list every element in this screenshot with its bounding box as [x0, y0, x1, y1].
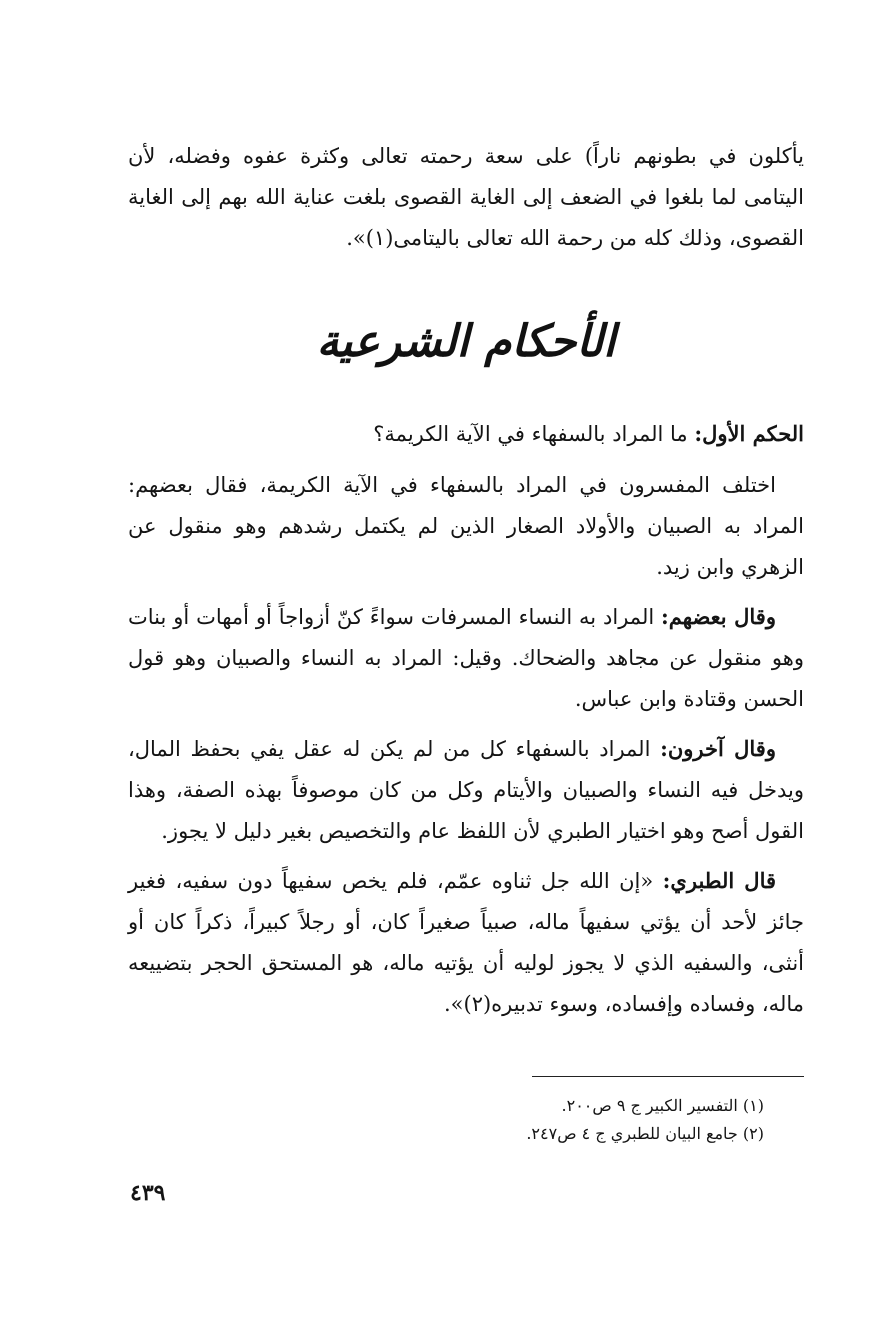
paragraph-text: «إن الله جل ثناوه عمّم، فلم يخص سفيهاً دون سفيه، فغير جائز لأحد أن يؤتي سفيهاً ماله، صبياً صغيراً كان، أو رجلاً كبيراً، ذكراً كان أو أنثى، والسفيه الذي لا يجوز لوليه أن يؤتيه ماله، هو المستحق الحجر بتضييعه ماله، وفساده وإفساده، وسوء تدبيره(٢)».	[128, 869, 804, 1016]
paragraph-opinion-general	[128, 728, 804, 852]
page-number: ٤٣٩	[130, 1180, 166, 1206]
paragraph-lead: وقال آخرون:	[660, 736, 776, 761]
ruling-question	[128, 413, 804, 455]
footnote-item: (٢) جامع البيان للطبري ج ٤ ص٢٤٧.	[526, 1124, 764, 1143]
paragraph-continuation: يأكلون في بطونهم ناراً) على سعة رحمته تعالى وكثرة عفوه وفضله، لأن اليتامى لما بلغوا في الضعف إلى الغاية القصوى بلغت عناية الله بهم إلى الغاية القصوى، وذلك كله من رحمة الله تعالى باليتامى(١)».	[128, 144, 804, 250]
paragraph-text: اختلف المفسرون في المراد بالسفهاء في الآية الكريمة، فقال بعضهم: المراد به الصبيان والأولاد الصغار الذين لم يكتمل رشدهم وهو منقول عن الزهري وابن زيد.	[128, 473, 804, 579]
paragraph-text: المراد بالسفهاء كل من لم يكن له عقل يفي بحفظ المال، ويدخل فيه النساء والصبيان والأيتام وكل من كان موصوفاً بهذه الصفة، وهذا القول أصح وهو اختيار الطبري لأن اللفظ عام والتخصيص بغير دليل لا يجوز.	[128, 737, 804, 843]
ruling-question-text: ما المراد بالسفهاء في الآية الكريمة؟	[373, 422, 688, 446]
ruling-label: الحكم الأول:	[694, 421, 804, 446]
paragraph-opinion-women	[128, 596, 804, 720]
paragraph-lead: وقال بعضهم:	[661, 604, 776, 629]
section-heading: الأحكام الشرعية	[316, 316, 616, 367]
paragraph-tabari-quote	[128, 860, 804, 1025]
footnote-divider	[532, 1076, 804, 1077]
section-heading-block	[128, 301, 804, 383]
footnotes	[128, 1092, 804, 1148]
paragraph-lead: قال الطبري:	[662, 868, 777, 893]
paragraph-text: المراد به النساء المسرفات سواءً كنّ أزواجاً أو أمهات أو بنات وهو منقول عن مجاهد والضحاك. وقيل: المراد به النساء والصبيان وهو قول الحسن وقتادة وابن عباس.	[128, 605, 804, 711]
paragraph-opinions-intro	[128, 465, 804, 588]
text-column	[128, 136, 804, 1025]
footnote-item: (١) التفسير الكبير ج ٩ ص٢٠٠.	[561, 1096, 764, 1115]
